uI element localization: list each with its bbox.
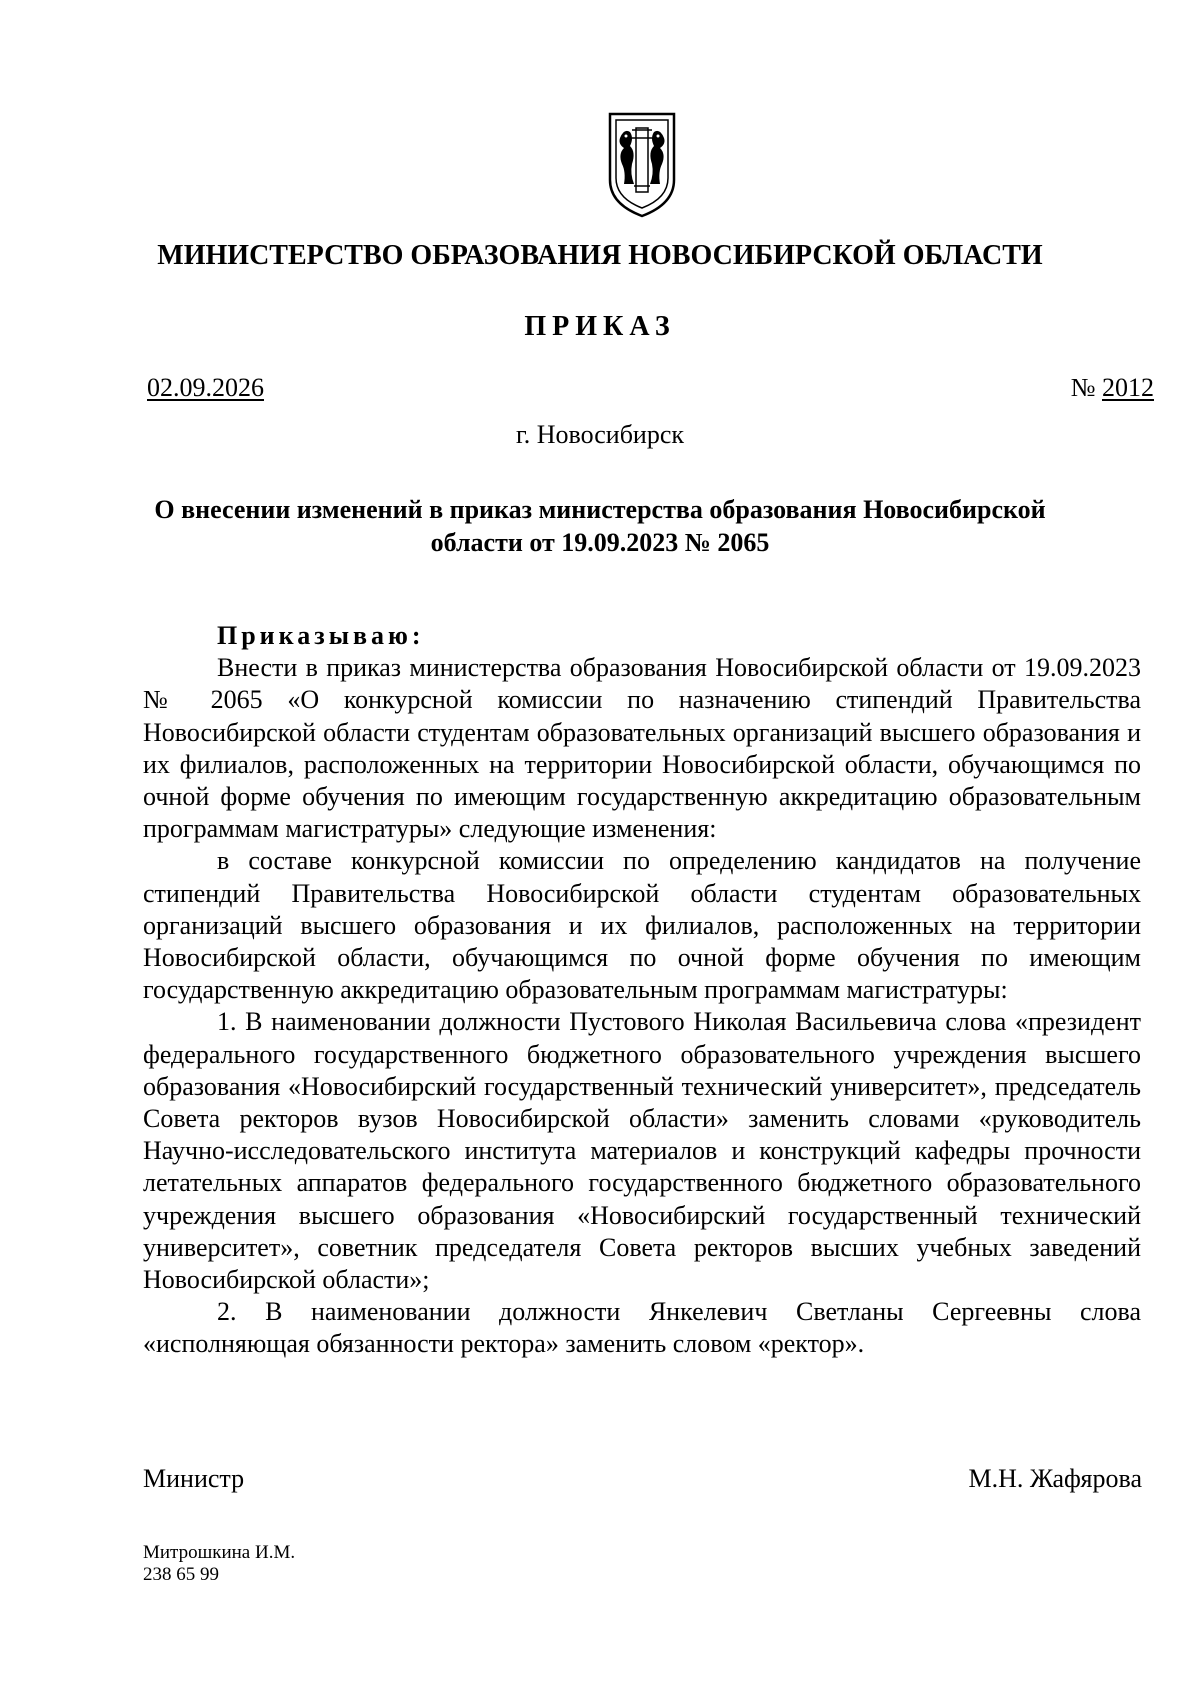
document-number xyxy=(1071,371,1154,405)
body-paragraph: в составе конкурсной комиссии по определению кандидатов на получение стипендий Правительства Новосибирской области студентам образовательных организаций высшего образования и их филиалов, расположенных на территории Новосибирской области, обучающимся по очной форме обучения по имеющим государственную аккредитацию образовательным программам магистратуры: xyxy=(143,846,1141,1005)
number-value: 2012 xyxy=(1102,373,1154,402)
document-city: г. Новосибирск xyxy=(515,420,685,449)
document-type: ПРИКАЗ xyxy=(524,311,676,342)
coat-of-arms-icon xyxy=(602,108,682,220)
document-body xyxy=(143,620,1141,1361)
body-paragraph: 2. В наименовании должности Янкелевич Светланы Сергеевны слова «исполняющая обязанности ректора» заменить словом «ректор». xyxy=(143,1297,1141,1359)
executor-name: Митрошкина И.М. xyxy=(143,1542,296,1563)
document-date: 02.09.2026 xyxy=(147,373,264,402)
signer-name: М.Н. Жафярова xyxy=(968,1464,1142,1493)
document-subject: О внесении изменений в приказ министерства образования Новосибирской области от 19.09.2023 № 2065 xyxy=(154,495,1046,557)
body-paragraph: 1. В наименовании должности Пустового Николая Васильевича слова «президент федерального государственного бюджетного образовательного учреждения высшего образования «Новосибирский государственный технический университет», председатель Совета ректоров вузов Новосибирской области» заменить словами «руководитель Научно-исследовательского института материалов и конструкций кафедры прочности летательных аппаратов федерального государственного бюджетного образовательного учреждения высшего образования «Новосибирский государственный технический университет», советник председателя Совета ректоров высших учебных заведений Новосибирской области»; xyxy=(143,1007,1141,1295)
body-paragraph: Внести в приказ министерства образования Новосибирской области от 19.09.2023 № 2065 «О конкурсной комиссии по назначению стипендий Правительства Новосибирской области студентам образовательных организаций высшего образования и их филиалов, расположенных на территории Новосибирской области, обучающимся по очной форме обучения по имеющим государственную аккредитацию образовательным программам магистратуры» следующие изменения: xyxy=(143,653,1141,844)
number-prefix: № xyxy=(1070,373,1102,402)
ministry-name: МИНИСТЕРСТВО ОБРАЗОВАНИЯ НОВОСИБИРСКОЙ ОБЛАСТИ xyxy=(157,240,1043,271)
executor-phone: 238 65 99 xyxy=(143,1564,219,1585)
decree-heading: Приказываю: xyxy=(217,621,425,650)
signer-role: Министр xyxy=(143,1464,245,1493)
